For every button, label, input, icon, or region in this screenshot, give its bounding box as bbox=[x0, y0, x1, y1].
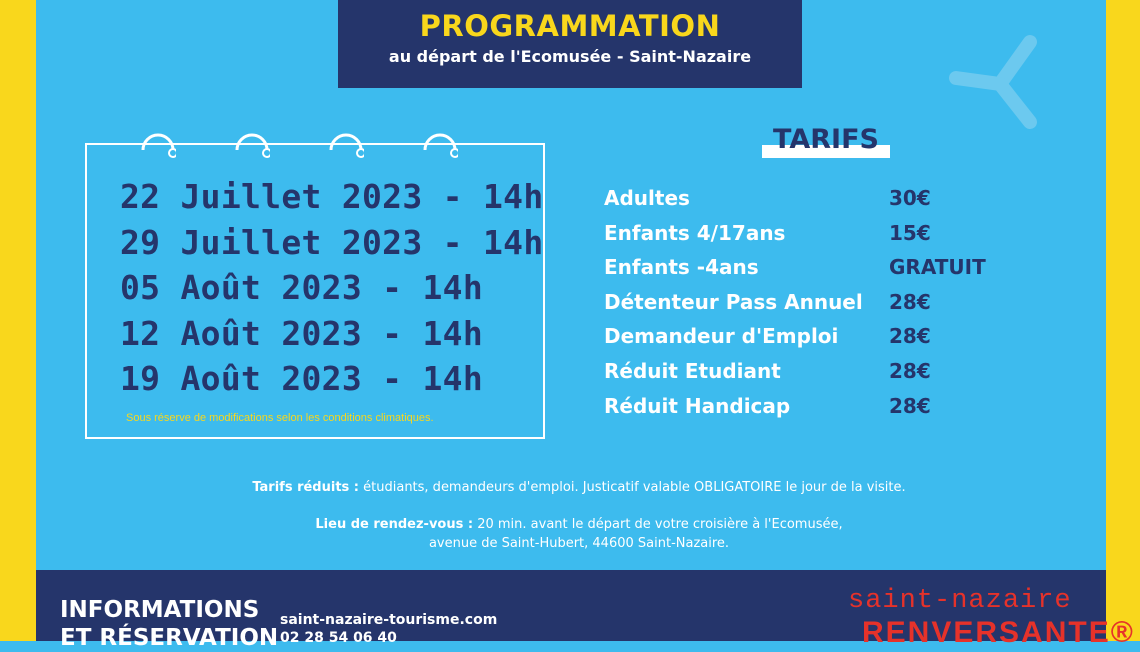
calendar-ring-icon bbox=[422, 128, 458, 158]
price-label: Réduit Etudiant bbox=[604, 358, 781, 383]
meeting-point-label: Lieu de rendez-vous : bbox=[315, 517, 474, 532]
meeting-point-text: 20 min. avant le départ de votre croisière à l'Ecomusée, bbox=[473, 517, 843, 532]
price-label: Détenteur Pass Annuel bbox=[604, 289, 863, 314]
date-item: 22 Juillet 2023 - 14h bbox=[120, 177, 544, 216]
info-heading-line2: ET RÉSERVATION bbox=[60, 625, 279, 651]
reduced-rates-label: Tarifs réduits : bbox=[252, 480, 360, 495]
meeting-point-address: avenue de Saint-Hubert, 44600 Saint-Nazaire. bbox=[428, 536, 730, 551]
tarifs-title: TARIFS bbox=[773, 124, 879, 155]
price-label: Enfants 4/17ans bbox=[604, 220, 786, 245]
info-heading-line1: INFORMATIONS bbox=[60, 597, 260, 623]
meeting-point-note bbox=[0, 515, 1140, 553]
price-value: 15€ bbox=[889, 220, 931, 245]
price-label: Adultes bbox=[604, 186, 690, 210]
price-value: 28€ bbox=[889, 324, 931, 349]
date-item: 29 Juillet 2023 - 14h bbox=[120, 222, 544, 262]
date-item: 12 Août 2023 - 14h bbox=[120, 313, 484, 353]
info-heading bbox=[60, 596, 278, 652]
date-list bbox=[120, 174, 544, 402]
price-label: Réduit Handicap bbox=[604, 393, 791, 418]
airplane-icon bbox=[940, 26, 1050, 136]
calendar-ring-icon bbox=[234, 128, 270, 158]
price-value: 28€ bbox=[889, 358, 931, 383]
website-link[interactable]: saint-nazaire-tourisme.com bbox=[280, 612, 498, 628]
phone-number[interactable]: 02 28 54 06 40 bbox=[280, 630, 397, 646]
reduced-rates-text: étudiants, demandeurs d'emploi. Justicatif valable OBLIGATOIRE le jour de la visite. bbox=[359, 480, 906, 495]
program-header bbox=[338, 0, 802, 88]
price-label: Demandeur d'Emploi bbox=[604, 324, 839, 349]
brand-logo-line2: RENVERSANTE® bbox=[862, 616, 1135, 649]
price-value: 28€ bbox=[889, 393, 931, 418]
price-value: 28€ bbox=[889, 289, 931, 314]
price-label: Enfants -4ans bbox=[604, 255, 759, 280]
program-title: PROGRAMMATION bbox=[419, 9, 721, 43]
calendar-ring-icon bbox=[328, 128, 364, 158]
date-item: 19 Août 2023 - 14h bbox=[120, 359, 484, 398]
calendar-ring-icon bbox=[140, 128, 176, 158]
price-value: 30€ bbox=[889, 186, 931, 210]
date-item: 05 Août 2023 - 14h bbox=[120, 268, 484, 307]
program-subtitle: au départ de l'Ecomusée - Saint-Nazaire bbox=[388, 47, 752, 66]
weather-disclaimer: Sous réserve de modifications selon les conditions climatiques. bbox=[126, 412, 434, 424]
price-value: GRATUIT bbox=[889, 255, 986, 280]
reduced-rates-note bbox=[0, 480, 1140, 495]
brand-logo-line1: saint-nazaire bbox=[848, 586, 1072, 616]
